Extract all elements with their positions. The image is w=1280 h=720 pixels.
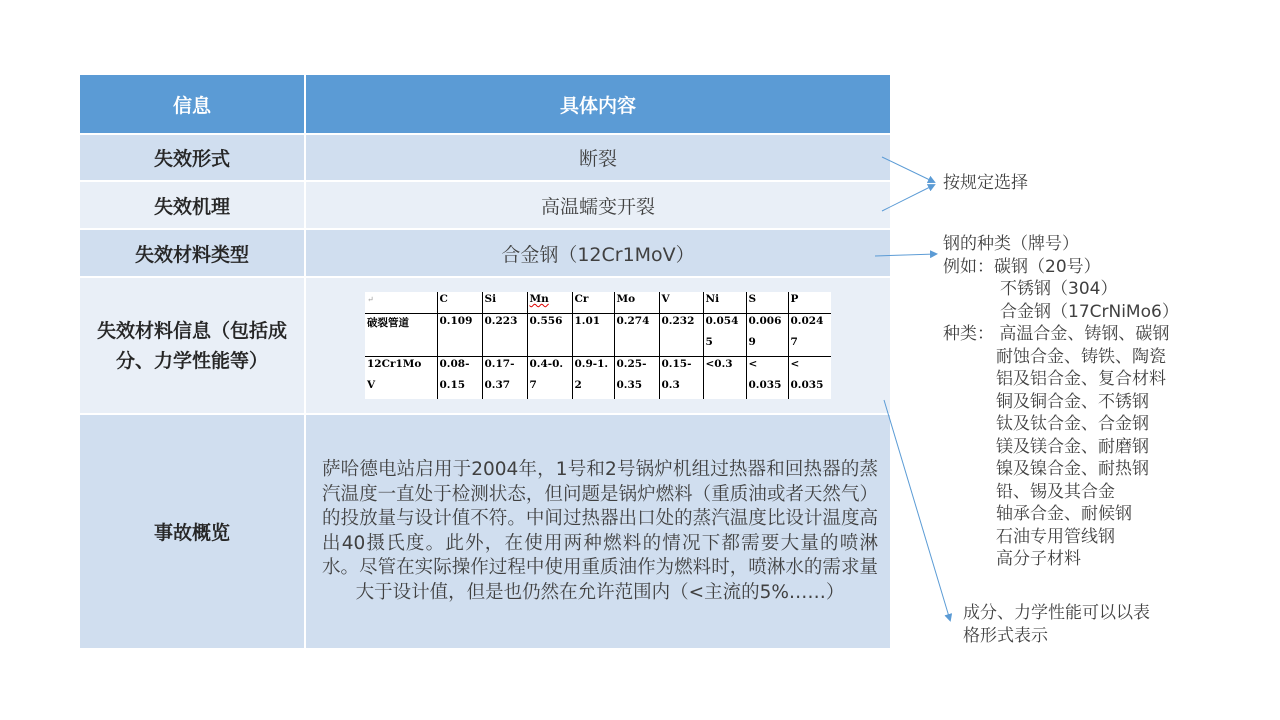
spec-p-2: 0.035	[788, 378, 831, 399]
element-c: C	[437, 292, 482, 314]
spec-ni: <0.3	[703, 357, 746, 379]
arrow-failure-form	[882, 157, 934, 182]
spec-cr-2: 2	[572, 378, 614, 399]
pipe-ni: 0.054	[703, 314, 746, 336]
row-value-failure-form: 断裂	[305, 134, 891, 181]
arrow-material-type	[875, 254, 936, 256]
pipe-cr: 1.01	[572, 314, 614, 336]
note-table-format-2: 格形式表示	[963, 625, 1048, 646]
pipe-ni-2: 5	[703, 335, 746, 357]
spec-s-2: 0.035	[746, 378, 788, 399]
note-kind-4: 钛及钛合金、合金钢	[996, 414, 1149, 434]
pipe-p: 0.024	[788, 314, 831, 336]
spec-cr: 0.9-1.	[572, 357, 614, 379]
note-kind-8: 轴承合金、耐候钢	[996, 504, 1132, 524]
header-info: 信息	[79, 74, 305, 134]
arrow-material-info	[884, 400, 950, 620]
arrow-failure-mechanism	[882, 185, 934, 211]
row-label-material-info: 失效材料信息（包括成分、力学性能等）	[79, 277, 305, 414]
note-kind-10: 高分子材料	[996, 549, 1081, 569]
header-content: 具体内容	[305, 74, 891, 134]
element-cr: Cr	[572, 292, 614, 314]
pipe-mn: 0.556	[527, 314, 572, 336]
spec-mn: 0.4-0.	[527, 357, 572, 379]
pipe-p-2: 7	[788, 335, 831, 357]
spec-v: 0.15-	[659, 357, 703, 379]
pipe-name: 破裂管道	[365, 314, 437, 336]
spec-mo: 0.25-	[614, 357, 659, 379]
element-si: Si	[482, 292, 527, 314]
pipe-si: 0.223	[482, 314, 527, 336]
note-kind-7: 铅、锡及其合金	[996, 481, 1115, 502]
row-label-failure-form: 失效形式	[79, 134, 305, 181]
corner-cell: ↵	[365, 292, 437, 314]
note-steel-title: 钢的种类（牌号）	[943, 234, 1079, 254]
pipe-s: 0.006	[746, 314, 788, 336]
spec-si-2: 0.37	[482, 378, 527, 399]
overview-text: 萨哈德电站启用于2004年，1号和2号锅炉机组过热器和回热器的蒸汽温度一直处于检测状态，但问题是锅炉燃料（重质油或者天然气）的投放量与设计值不符。中间过热器出口处的蒸汽温度比设计温度高出40摄氏度。此外，在使用两种燃料的情况下都需要大量的喷淋水。尽管在实际操作过程中使用重质油作为燃料时，喷淋水的需求量大于设计值，但是也仍然在允许范围内（<主流的5%……）	[322, 459, 878, 603]
spec-name-2: V	[365, 378, 437, 399]
spec-si: 0.17-	[482, 357, 527, 379]
note-kind-1: 耐蚀合金、铸铁、陶瓷	[996, 346, 1166, 367]
note-example-3: 合金钢（17CrNiMo6）	[1000, 301, 1179, 322]
spec-mo-2: 0.35	[614, 378, 659, 399]
note-kind-2: 铝及铝合金、复合材料	[996, 369, 1166, 389]
spec-mn-2: 7	[527, 378, 572, 399]
row-value-failure-mechanism: 高温蠕变开裂	[305, 181, 891, 229]
note-example-2: 不锈钢（304）	[1000, 279, 1118, 299]
note-example-label: 例如：碳钢（20号）	[943, 256, 1101, 277]
pipe-v: 0.232	[659, 314, 703, 336]
note-steel-types	[943, 233, 1179, 571]
element-p: P	[788, 292, 831, 314]
note-kind-5: 镁及镁合金、耐磨钢	[996, 436, 1149, 457]
row-label-material-type: 失效材料类型	[79, 229, 305, 277]
note-kind-9: 石油专用管线钢	[996, 526, 1115, 547]
spec-name: 12Cr1Mo	[365, 357, 437, 379]
note-kind-3: 铜及铜合金、不锈钢	[996, 391, 1149, 412]
spec-p: <	[788, 357, 831, 379]
note-select: 按规定选择	[943, 173, 1028, 193]
row-label-failure-mechanism: 失效机理	[79, 181, 305, 229]
note-table-format-1: 成分、力学性能可以以表	[963, 603, 1150, 623]
element-v: V	[659, 292, 703, 314]
note-kind-6: 镍及镍合金、耐热钢	[996, 459, 1149, 479]
spec-v-2: 0.3	[659, 378, 703, 399]
note-table-format	[963, 602, 1150, 647]
spec-s: <	[746, 357, 788, 379]
pipe-c: 0.109	[437, 314, 482, 336]
element-mn: Mn	[527, 292, 572, 314]
element-s: S	[746, 292, 788, 314]
element-mo: Mo	[614, 292, 659, 314]
note-kinds-label: 种类： 高温合金、铸钢、碳钢	[943, 324, 1170, 344]
spec-c-2: 0.15	[437, 378, 482, 399]
pipe-s-2: 9	[746, 335, 788, 357]
element-ni: Ni	[703, 292, 746, 314]
row-label-overview: 事故概览	[79, 414, 305, 649]
pipe-mo: 0.274	[614, 314, 659, 336]
row-value-material-type: 合金钢（12Cr1MoV）	[305, 229, 891, 277]
spec-c: 0.08-	[437, 357, 482, 379]
